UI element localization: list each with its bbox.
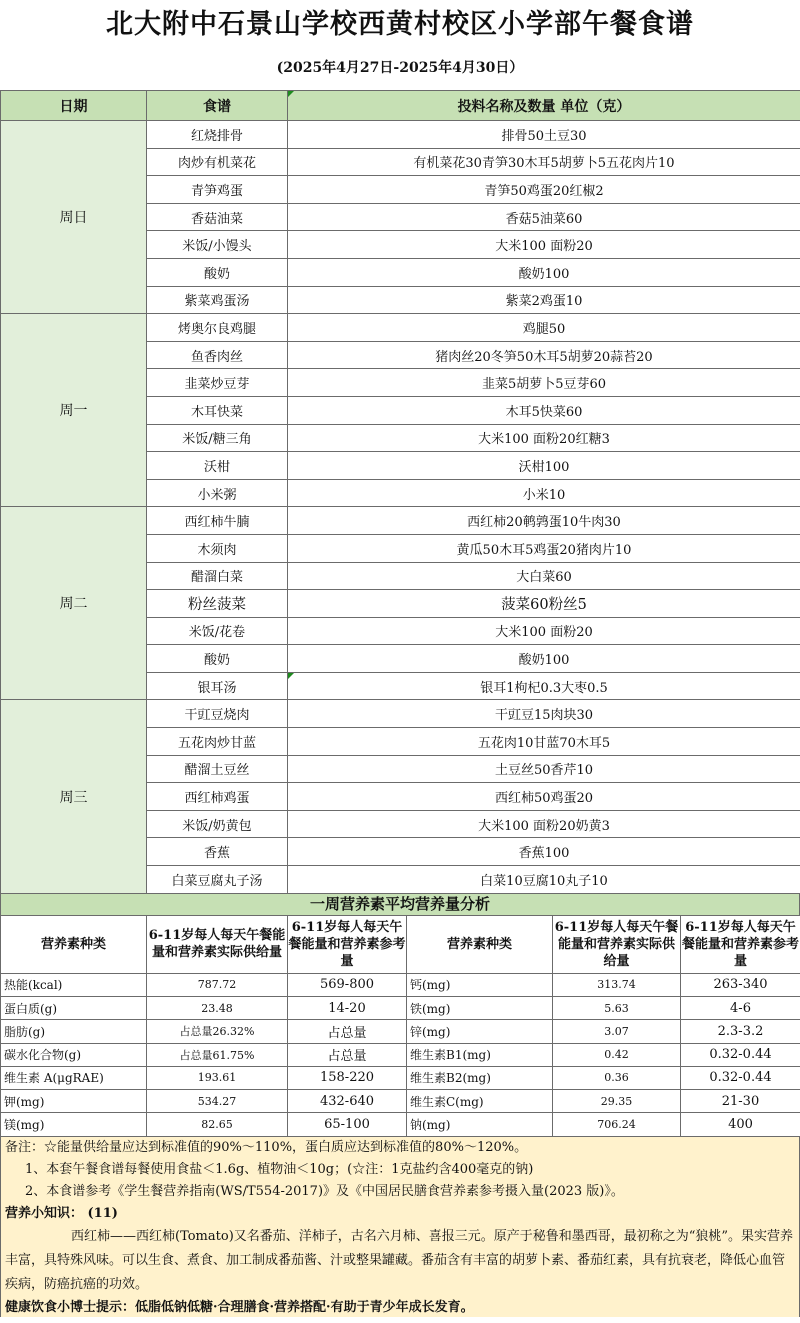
dish-name: 银耳汤: [147, 672, 288, 700]
salt-oil-note: 1、本套午餐食谱每餐使用食盐＜1.6g、植物油＜10g；(☆注：1克盐约含400毫克的钠): [25, 1161, 534, 1177]
header-ingredients: 投料名称及数量 单位（克）: [288, 91, 800, 121]
menu-row: [1, 314, 800, 342]
dish-ingredients: 有机菜花30青笋30木耳5胡萝卜5五花肉片10: [288, 148, 800, 176]
menu-header-row: [1, 91, 800, 121]
dish-ingredients: 黄瓜50木耳5鸡蛋20猪肉片10: [288, 534, 800, 562]
reference-value: 14-20: [288, 996, 407, 1019]
dish-name: 沃柑: [147, 452, 288, 480]
nutrition-body: [1, 915, 800, 1136]
actual-supply-header: 6-11岁每人每天午餐能量和营养素实际供给量: [147, 915, 288, 973]
dish-ingredients: 土豆丝50香芹10: [288, 755, 800, 783]
reference-value: 569-800: [288, 973, 407, 996]
dish-ingredients: 小米10: [288, 479, 800, 507]
reference-value: 占总量: [288, 1020, 407, 1043]
menu-table: [0, 90, 800, 894]
dish-name: 酸奶: [147, 645, 288, 673]
dish-ingredients: 香菇5油菜60: [288, 203, 800, 231]
dish-ingredients: 酸奶100: [288, 258, 800, 286]
actual-value: 313.74: [553, 973, 681, 996]
day-label: 周三: [1, 700, 147, 893]
actual-value: 82.65: [147, 1113, 288, 1136]
actual-supply-header-2: 6-11岁每人每天午餐能量和营养素实际供给量: [553, 915, 681, 973]
day-label: 周一: [1, 314, 147, 507]
dish-name: 韭菜炒豆芽: [147, 369, 288, 397]
dish-ingredients: 木耳5快菜60: [288, 396, 800, 424]
day-label: 周日: [1, 121, 147, 314]
dish-name: 肉炒有机菜花: [147, 148, 288, 176]
dish-name: 五花肉炒甘蓝: [147, 728, 288, 756]
actual-value: 787.72: [147, 973, 288, 996]
dish-ingredients: 干豇豆15肉块30: [288, 700, 800, 728]
nutrient-name: 锌(mg): [407, 1020, 553, 1043]
nutrient-name: 维生素 A(μgRAE): [1, 1066, 147, 1089]
dish-name: 粉丝菠菜: [147, 590, 288, 618]
dish-name: 烤奥尔良鸡腿: [147, 314, 288, 342]
dish-name: 小米粥: [147, 479, 288, 507]
nutrient-name: 钠(mg): [407, 1113, 553, 1136]
dish-name: 鱼香肉丝: [147, 341, 288, 369]
nutrient-name: 蛋白质(g): [1, 996, 147, 1019]
actual-value: 29.35: [553, 1090, 681, 1113]
header-day: 日期: [1, 91, 147, 121]
actual-value: 0.36: [553, 1066, 681, 1089]
day-label: 周二: [1, 507, 147, 700]
reference-value: 2.3-3.2: [681, 1020, 800, 1043]
nutrition-header-row: [1, 915, 800, 973]
reference-header-2: 6-11岁每人每天午餐能量和营养素参考量: [681, 915, 800, 973]
actual-value: 193.61: [147, 1066, 288, 1089]
dish-name: 红烧排骨: [147, 121, 288, 149]
dish-ingredients: 西红柿50鸡蛋20: [288, 783, 800, 811]
dish-ingredients: 白菜10豆腐10丸子10: [288, 866, 800, 894]
nutrient-name: 脂肪(g): [1, 1020, 147, 1043]
dish-ingredients: 大白菜60: [288, 562, 800, 590]
dish-name: 木耳快菜: [147, 396, 288, 424]
dish-name: 酸奶: [147, 258, 288, 286]
reference-value: 0.32-0.44: [681, 1043, 800, 1066]
dish-name: 木须肉: [147, 534, 288, 562]
nutrient-type-header: 营养素种类: [1, 915, 147, 973]
dish-name: 西红柿牛腩: [147, 507, 288, 535]
actual-value: 5.63: [553, 996, 681, 1019]
nutrient-name: 维生素C(mg): [407, 1090, 553, 1113]
nutrient-type-header-2: 营养素种类: [407, 915, 553, 973]
dish-name: 青笋鸡蛋: [147, 176, 288, 204]
dish-ingredients: 大米100 面粉20: [288, 231, 800, 259]
nutrition-table: [0, 915, 800, 1137]
dish-ingredients: 大米100 面粉20: [288, 617, 800, 645]
nutrition-row: [1, 973, 800, 996]
nutrient-name: 热能(kcal): [1, 973, 147, 996]
actual-value: 占总量61.75%: [147, 1043, 288, 1066]
dish-name: 米饭/小馒头: [147, 231, 288, 259]
reference-value: 158-220: [288, 1066, 407, 1089]
date-range: (2025年4月27日-2025年4月30日）: [276, 60, 524, 76]
dish-ingredients: 大米100 面粉20奶黄3: [288, 810, 800, 838]
reference-note: 2、本食谱参考《学生餐营养指南(WS/T554-2017)》及《中国居民膳食营养素参考摄入量(2023 版)》。: [25, 1183, 624, 1199]
dish-name: 紫菜鸡蛋汤: [147, 286, 288, 314]
reference-value: 占总量: [288, 1043, 407, 1066]
actual-value: 0.42: [553, 1043, 681, 1066]
reference-value: 21-30: [681, 1090, 800, 1113]
dish-ingredients: 西红柿20鹌鹑蛋10牛肉30: [288, 507, 800, 535]
nutrition-row: [1, 1066, 800, 1089]
nutrient-name: 铁(mg): [407, 996, 553, 1019]
nutrition-row: [1, 1020, 800, 1043]
actual-value: 3.07: [553, 1020, 681, 1043]
dish-ingredients: 紫菜2鸡蛋10: [288, 286, 800, 314]
dish-name: 醋溜土豆丝: [147, 755, 288, 783]
nutrition-row: [1, 1043, 800, 1066]
health-tip: 健康饮食小博士提示：低脂低钠低糖·合理膳食·营养搭配·有助于青少年成长发育。: [5, 1299, 474, 1315]
dish-ingredients: 银耳1枸杞0.3大枣0.5: [288, 672, 800, 700]
dish-name: 米饭/糖三角: [147, 424, 288, 452]
dish-ingredients: 韭菜5胡萝卜5豆芽60: [288, 369, 800, 397]
page-title: 北大附中石景山学校西黄村校区小学部午餐食谱: [106, 9, 694, 40]
nutrient-name: 钾(mg): [1, 1090, 147, 1113]
dish-name: 西红柿鸡蛋: [147, 783, 288, 811]
knowledge-title: 营养小知识： (11): [5, 1205, 118, 1221]
menu-row: [1, 121, 800, 149]
dish-name: 香菇油菜: [147, 203, 288, 231]
dish-ingredients: 鸡腿50: [288, 314, 800, 342]
reference-value: 400: [681, 1113, 800, 1136]
dish-name: 香蕉: [147, 838, 288, 866]
reference-value: 4-6: [681, 996, 800, 1019]
dish-ingredients: 猪肉丝20冬笋50木耳5胡萝20蒜苔20: [288, 341, 800, 369]
dish-ingredients: 青笋50鸡蛋20红椒2: [288, 176, 800, 204]
reference-value: 0.32-0.44: [681, 1066, 800, 1089]
menu-row: [1, 507, 800, 535]
menu-body: [1, 121, 800, 894]
menu-row: [1, 700, 800, 728]
nutrient-name: 镁(mg): [1, 1113, 147, 1136]
nutrition-row: [1, 1090, 800, 1113]
notes-section: [0, 1137, 800, 1317]
actual-value: 534.27: [147, 1090, 288, 1113]
dish-name: 米饭/奶黄包: [147, 810, 288, 838]
dish-ingredients: 排骨50土豆30: [288, 121, 800, 149]
dish-ingredients: 五花肉10甘蓝70木耳5: [288, 728, 800, 756]
dish-ingredients: 酸奶100: [288, 645, 800, 673]
nutrition-row: [1, 996, 800, 1019]
dish-name: 醋溜白菜: [147, 562, 288, 590]
actual-value: 706.24: [553, 1113, 681, 1136]
dish-name: 米饭/花卷: [147, 617, 288, 645]
dish-name: 干豇豆烧肉: [147, 700, 288, 728]
reference-value: 263-340: [681, 973, 800, 996]
dish-name: 白菜豆腐丸子汤: [147, 866, 288, 894]
nutrient-name: 碳水化合物(g): [1, 1043, 147, 1066]
dish-ingredients: 香蕉100: [288, 838, 800, 866]
knowledge-text: 西红柿——西红柿(Tomato)又名番茄、洋柿子，古名六月柿、喜报三元。原产于秘鲁和墨西哥，最初称之为“狼桃”。果实营养丰富，具特殊风味。可以生食、煮食、加工制成番茄酱、汁或整果罐藏。番茄含有丰富的胡萝卜素、番茄红素，具有抗衰老，降低心血管疾病，防癌抗癌的功效。: [5, 1228, 794, 1292]
reference-header: 6-11岁每人每天午餐能量和营养素参考量: [288, 915, 407, 973]
dish-ingredients: 大米100 面粉20红糖3: [288, 424, 800, 452]
nutrition-row: [1, 1113, 800, 1136]
nutrient-name: 维生素B1(mg): [407, 1043, 553, 1066]
reference-value: 432-640: [288, 1090, 407, 1113]
nutrient-name: 钙(mg): [407, 973, 553, 996]
nutrition-title: 一周营养素平均营养量分析: [0, 894, 800, 915]
reference-value: 65-100: [288, 1113, 407, 1136]
actual-value: 占总量26.32%: [147, 1020, 288, 1043]
remark-note: 备注：☆能量供给量应达到标准值的90%～110%，蛋白质应达到标准值的80%～120%。: [5, 1139, 528, 1155]
dish-ingredients: 沃柑100: [288, 452, 800, 480]
nutrient-name: 维生素B2(mg): [407, 1066, 553, 1089]
actual-value: 23.48: [147, 996, 288, 1019]
header-dish: 食谱: [147, 91, 288, 121]
dish-ingredients: 菠菜60粉丝5: [288, 590, 800, 618]
